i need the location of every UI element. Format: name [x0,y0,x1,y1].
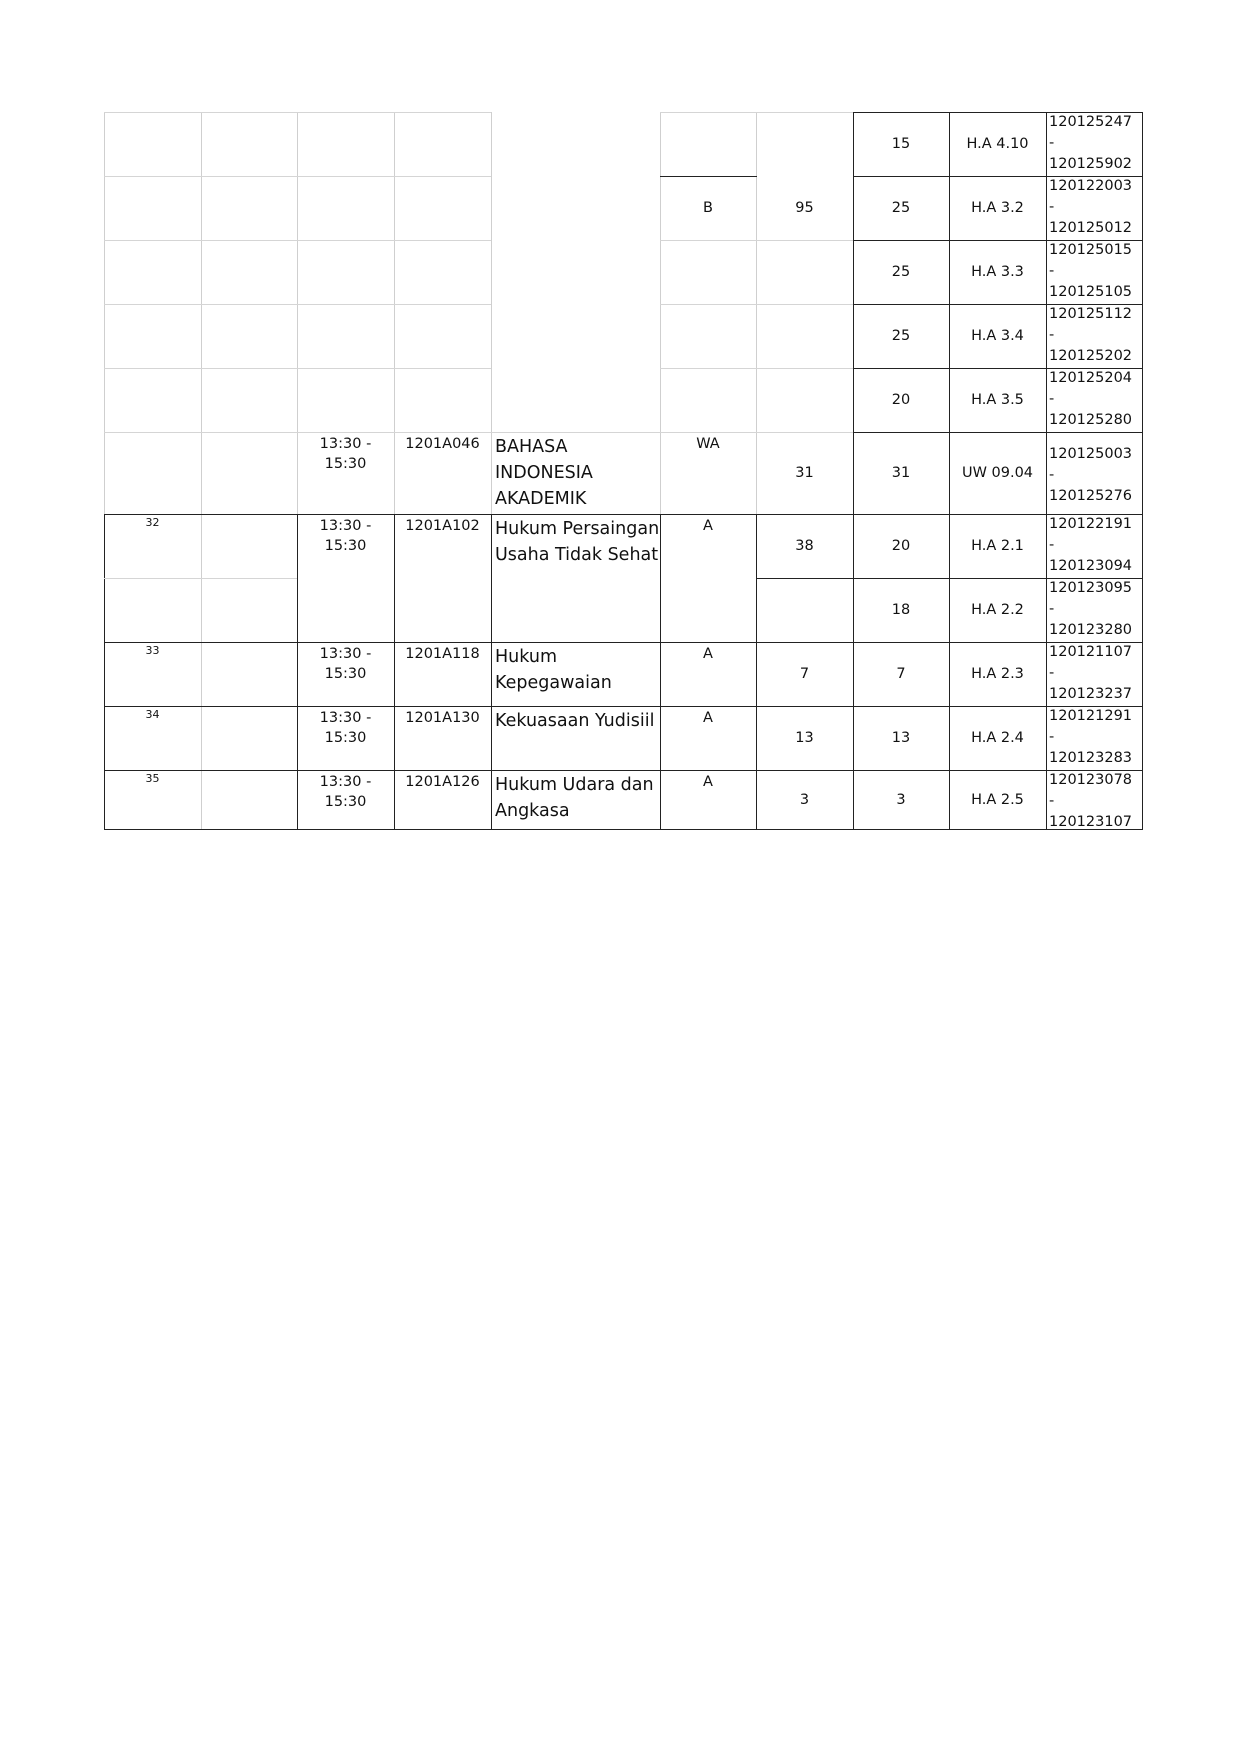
time-cell: 13:30 - 15:30 [319,436,372,472]
course-name-cell: Hukum Kepegawaian [495,647,612,693]
class-cell: A [703,774,713,790]
course-name-cell: Hukum Persaingan Usaha Tidak Sehat [495,519,660,565]
time-cell: 13:30 - 15:30 [319,518,372,554]
class-cell: B [703,200,713,216]
room-cell: H.A 3.5 [971,392,1024,408]
room-cell: H.A 2.1 [971,538,1024,554]
total-cell: 3 [799,791,810,808]
room-cell: H.A 3.4 [971,328,1024,344]
course-name-cell: Kekuasaan Yudisiil [495,711,655,731]
course-code-cell: 1201A126 [405,774,480,790]
room-count-cell: 20 [891,392,911,408]
grid-line [104,112,105,514]
room-count-cell: 7 [896,666,906,682]
room-cell: UW 09.04 [961,465,1034,481]
room-count-cell: 25 [891,328,911,344]
nim-range-cell: 120123078 - 120123107 [1049,772,1133,830]
grid-line [104,829,1143,830]
grid-line [660,304,853,305]
room-cell: H.A 3.3 [971,264,1024,280]
grid-line [660,112,853,113]
nim-range-cell: 120122191 - 120123094 [1049,516,1133,574]
row-number-cell: 33 [145,644,160,657]
grid-line [104,578,297,579]
room-cell: H.A 3.2 [971,200,1024,216]
room-count-cell: 18 [891,602,911,618]
nim-range-cell: 120121291 - 120123283 [1049,708,1133,766]
grid-line [104,176,491,177]
course-name-cell: Hukum Udara dan Angkasa [495,775,654,821]
room-count-cell: 31 [891,465,911,481]
nim-range-cell: 120125015 - 120125105 [1049,242,1133,300]
nim-range-cell: 120123095 - 120123280 [1049,580,1133,638]
time-cell: 13:30 - 15:30 [319,710,372,746]
nim-range-cell: 120122003 - 120125012 [1049,178,1133,236]
nim-range-cell: 120125204 - 120125280 [1049,370,1133,428]
total-cell: 95 [795,200,814,216]
course-code-cell: 1201A046 [405,436,480,452]
room-cell: H.A 2.3 [971,666,1024,682]
nim-range-cell: 120125003 - 120125276 [1049,446,1133,504]
row-number-cell: 32 [145,516,160,529]
grid-line [201,112,202,830]
time-cell: 13:30 - 15:30 [319,646,372,682]
grid-line [104,304,491,305]
nim-range-cell: 120121107 - 120123237 [1049,644,1133,702]
room-count-cell: 3 [896,791,906,808]
room-count-cell: 15 [891,136,911,152]
course-name-cell: BAHASA INDONESIA AKADEMIK [495,437,593,509]
time-cell: 13:30 - 15:30 [319,774,372,810]
total-cell: 31 [795,465,814,481]
course-code-cell: 1201A118 [405,646,480,662]
grid-line [660,368,853,369]
class-cell: A [703,646,713,662]
total-cell: 13 [795,730,814,746]
room-count-cell: 25 [891,200,911,216]
course-code-cell: 1201A130 [405,710,480,726]
schedule-table [104,112,1142,830]
room-count-cell: 13 [891,730,911,746]
room-cell: H.A 2.5 [971,791,1024,808]
room-cell: H.A 2.2 [971,602,1024,618]
nim-range-cell: 120125247 - 120125902 [1049,114,1133,172]
class-cell: A [703,710,713,726]
grid-line [1142,112,1143,830]
total-cell: 7 [799,666,810,682]
grid-line [104,112,491,113]
grid-line [104,240,491,241]
class-cell: A [703,518,713,534]
row-number-cell: 35 [145,772,160,785]
room-count-cell: 20 [891,538,911,554]
room-cell: H.A 4.10 [966,136,1029,152]
grid-line [104,368,491,369]
row-number-cell: 34 [145,708,160,721]
course-code-cell: 1201A102 [405,518,480,534]
class-cell: WA [696,436,720,452]
nim-range-cell: 120125112 - 120125202 [1049,306,1133,364]
grid-line [660,240,853,241]
room-cell: H.A 2.4 [971,730,1024,746]
total-cell: 38 [795,538,814,554]
room-count-cell: 25 [891,264,911,280]
